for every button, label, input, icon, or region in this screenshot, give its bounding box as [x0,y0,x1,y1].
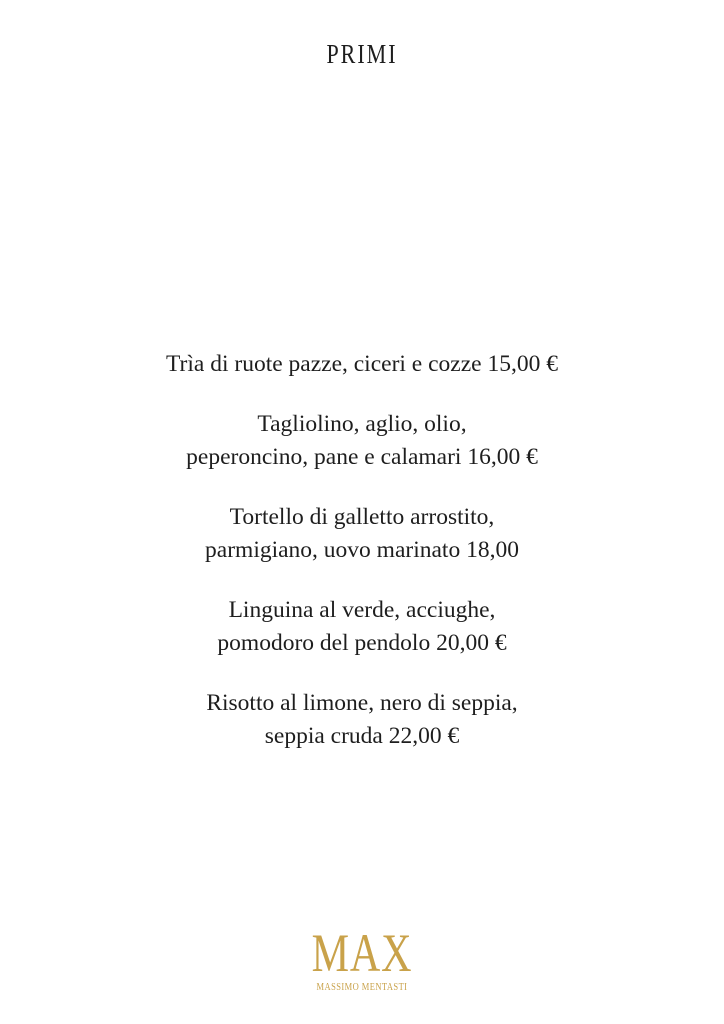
dish-line: Risotto al limone, nero di seppia, [206,690,518,716]
dish-line: parmigiano, uovo marinato 18,00 [205,537,519,563]
dish-line: peperoncino, pane e calamari 16,00 € [186,444,538,470]
dish-line: Tagliolino, aglio, olio, [257,411,467,437]
dish-tortello [0,501,724,567]
restaurant-logo [0,923,724,993]
dish-line: Trìa di ruote pazze, ciceri e cozze 15,00 € [166,351,558,377]
logo-mark: MAX [311,923,413,983]
dish-linguina [0,594,724,660]
dish-line: pomodoro del pendolo 20,00 € [217,630,507,656]
dish-line: Linguina al verde, acciughe, [228,597,496,623]
dish-risotto [0,687,724,753]
section-title: PRIMI [326,38,398,70]
dish-line: seppia cruda 22,00 € [264,723,460,749]
dish-tria [0,348,724,381]
dish-list [0,348,724,780]
dish-tagliolino [0,408,724,474]
logo-subtitle: MASSIMO MENTASTI [316,982,408,993]
dish-line: Tortello di galletto arrostito, [229,504,495,530]
